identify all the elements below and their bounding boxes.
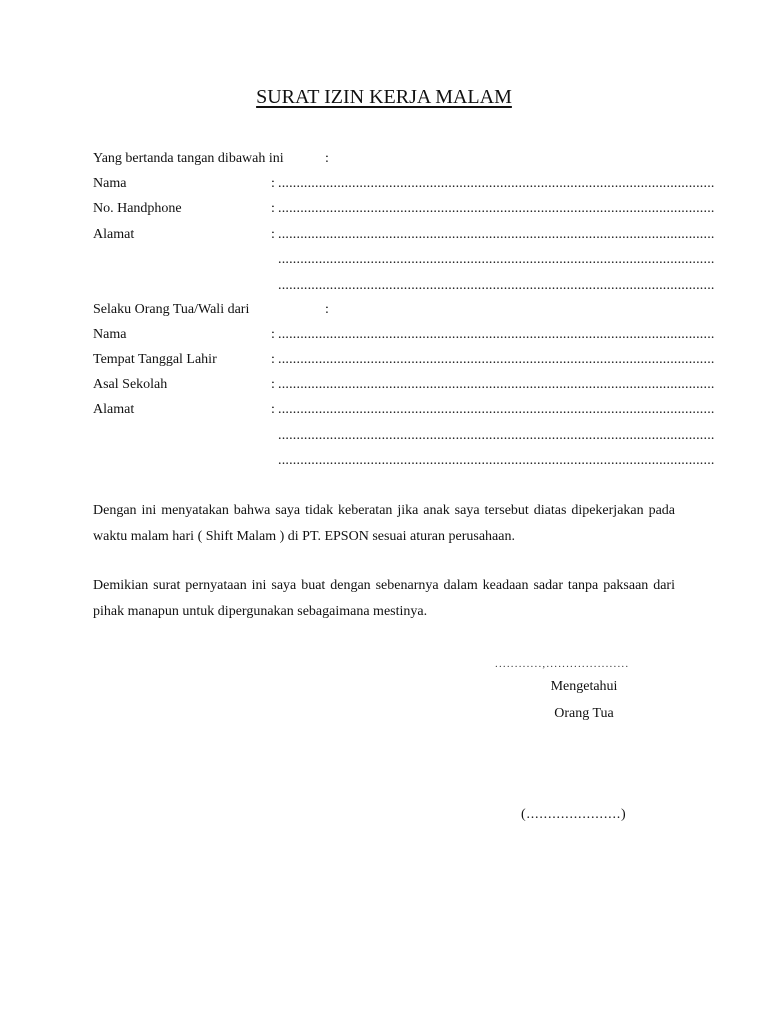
section2-heading: Selaku Orang Tua/Wali dari — [93, 302, 250, 317]
field-dots-sekolah: ...................................................................................................................... — [278, 377, 715, 392]
section1-heading: Yang bertanda tangan dibawah ini — [93, 151, 284, 166]
colon: : — [271, 201, 275, 216]
field-label-ttl: Tempat Tanggal Lahir — [93, 352, 217, 367]
colon: : — [271, 176, 275, 191]
field-label-sekolah: Asal Sekolah — [93, 377, 168, 392]
parent-role-label: Orang Tua — [554, 706, 614, 721]
closing-paragraph: Demikian surat pernyataan ini saya buat dengan sebenarnya dalam keadaan sadar tanpa paksaan dari pihak manapun untuk dipergunakan sebagaimana mestinya. — [93, 578, 675, 619]
field-dots-alamat-2: ...................................................................................................................... — [278, 252, 715, 267]
field-dots-alamat-anak-3: ...................................................................................................................... — [278, 453, 715, 468]
colon: : — [271, 377, 275, 392]
signature-name-placeholder: (......................) — [521, 807, 627, 822]
colon: : — [271, 227, 275, 242]
field-dots-alamat-3: ...................................................................................................................... — [278, 278, 715, 293]
colon: : — [271, 402, 275, 417]
acknowledge-label: Mengetahui — [550, 679, 618, 694]
document-title: SURAT IZIN KERJA MALAM — [256, 86, 512, 108]
field-label-nama-anak: Nama — [93, 327, 127, 342]
statement-paragraph: Dengan ini menyatakan bahwa saya tidak keberatan jika anak saya tersebut diatas dipekerjakan pada waktu malam hari ( Shift Malam ) di PT. EPSON sesuai aturan perusahaan. — [93, 503, 675, 544]
field-dots-nama-anak: ...................................................................................................................... — [278, 327, 715, 342]
field-dots-nama: ...................................................................................................................... — [278, 176, 715, 191]
section2-colon: : — [325, 302, 329, 317]
section1-colon: : — [325, 151, 329, 166]
field-dots-handphone: ...................................................................................................................... — [278, 201, 715, 216]
field-dots-alamat-anak-2: ...................................................................................................................... — [278, 428, 715, 443]
place-date-line: ............,..................... — [495, 658, 630, 670]
colon: : — [271, 327, 275, 342]
field-label-nama: Nama — [93, 176, 127, 191]
field-dots-alamat-anak: ...................................................................................................................... — [278, 402, 715, 417]
field-label-alamat: Alamat — [93, 227, 135, 242]
field-label-handphone: No. Handphone — [93, 201, 182, 216]
field-dots-alamat: ...................................................................................................................... — [278, 227, 715, 242]
field-dots-ttl: ...................................................................................................................... — [278, 352, 715, 367]
field-label-alamat-anak: Alamat — [93, 402, 135, 417]
colon: : — [271, 352, 275, 367]
